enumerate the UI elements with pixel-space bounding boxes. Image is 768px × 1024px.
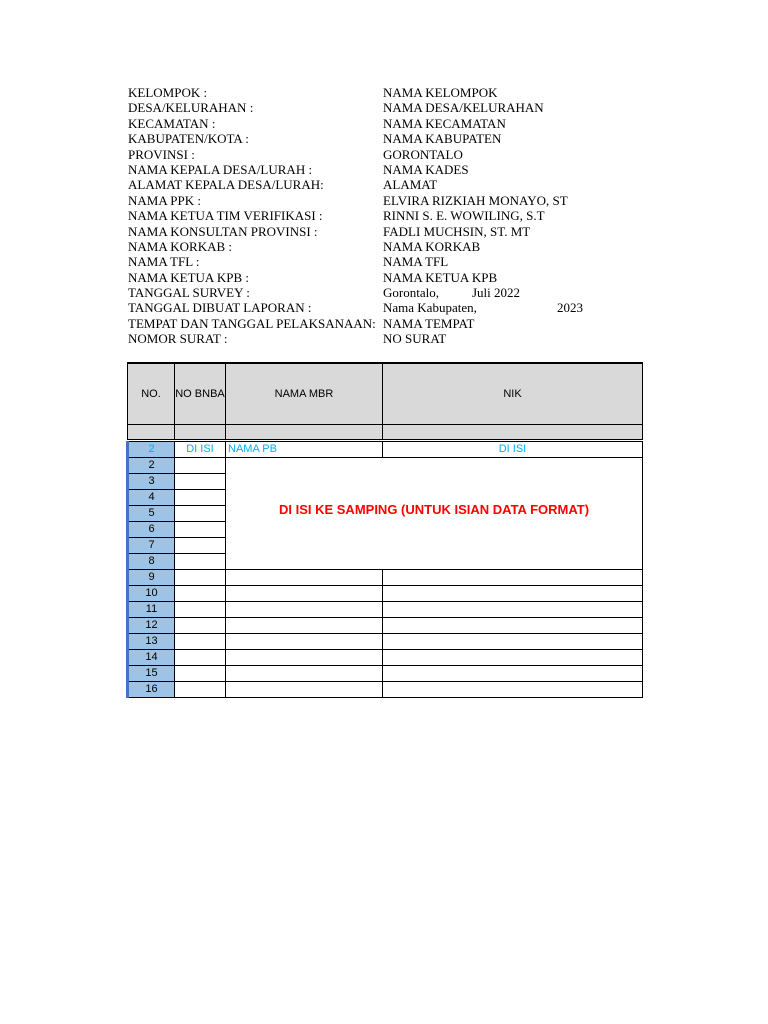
bnba-cell[interactable] xyxy=(175,586,226,602)
info-value-text: Nama Kabupaten, xyxy=(383,300,477,316)
info-value xyxy=(383,254,448,269)
bnba-cell[interactable] xyxy=(175,618,226,634)
fill-instruction-note: DI ISI KE SAMPING (UNTUK ISIAN DATA FORMAT) xyxy=(278,502,590,517)
info-label: KABUPATEN/KOTA : xyxy=(128,131,249,147)
mbr-table xyxy=(126,362,643,698)
info-value xyxy=(383,177,437,192)
info-row xyxy=(128,177,598,192)
info-row xyxy=(128,254,598,269)
info-value-text: NAMA KETUA KPB xyxy=(383,269,498,285)
info-label: NAMA KETUA TIM VERIFIKASI : xyxy=(128,208,323,224)
info-value-text: Gorontalo, xyxy=(383,285,439,301)
nama-cell[interactable] xyxy=(226,602,383,618)
info-label: KECAMATAN : xyxy=(128,115,216,131)
info-label: TANGGAL SURVEY : xyxy=(128,285,250,301)
table-row-first xyxy=(128,442,643,458)
info-value xyxy=(383,300,583,316)
header-no-bnba: NO BNBA xyxy=(175,363,226,425)
bnba-cell[interactable] xyxy=(175,682,226,698)
info-value-text: NO SURAT xyxy=(383,331,447,347)
info-value xyxy=(383,316,474,331)
info-label: PROVINSI : xyxy=(128,146,195,162)
info-value-extra: 2023 xyxy=(557,300,583,316)
bnba-cell[interactable] xyxy=(175,666,226,682)
bnba-cell[interactable] xyxy=(175,634,226,650)
info-value xyxy=(383,270,497,285)
nik-cell[interactable] xyxy=(383,634,643,650)
bnba-cell[interactable] xyxy=(175,570,226,586)
info-value xyxy=(383,285,521,301)
info-value-text: ALAMAT xyxy=(383,177,438,193)
info-value-text: RINNI S. E. WOWILING, S.T xyxy=(383,208,545,224)
info-label: NAMA KORKAB : xyxy=(128,238,233,254)
nama-cell[interactable] xyxy=(226,586,383,602)
header-nik: NIK xyxy=(383,363,643,425)
info-value-text: FADLI MUCHSIN, ST. MT xyxy=(383,223,531,239)
bnba-cell[interactable] xyxy=(175,650,226,666)
nik-cell[interactable] xyxy=(383,650,643,666)
bnba-cell[interactable]: DI ISI xyxy=(175,442,226,458)
row-number: 16 xyxy=(128,682,175,698)
bnba-cell[interactable] xyxy=(175,506,226,522)
info-value-text: NAMA DESA/KELURAHAN xyxy=(383,100,544,116)
info-value xyxy=(383,331,446,346)
info-row xyxy=(128,85,598,100)
info-value xyxy=(383,147,463,162)
info-row xyxy=(128,131,598,146)
info-value xyxy=(383,131,501,146)
header-no: NO. xyxy=(128,363,175,425)
info-value xyxy=(383,116,506,131)
row-number: 14 xyxy=(128,650,175,666)
nama-cell[interactable] xyxy=(226,650,383,666)
bnba-cell[interactable] xyxy=(175,538,226,554)
table-row xyxy=(128,458,643,474)
table-row xyxy=(128,682,643,698)
info-row xyxy=(128,147,598,162)
info-label: NOMOR SURAT : xyxy=(128,331,228,347)
row-number: 2 xyxy=(128,442,175,458)
table-row xyxy=(128,634,643,650)
info-row xyxy=(128,193,598,208)
report-info xyxy=(128,85,598,347)
info-row xyxy=(128,300,598,315)
info-row xyxy=(128,100,598,115)
table-row xyxy=(128,570,643,586)
nama-cell[interactable] xyxy=(226,634,383,650)
header-nama-mbr: NAMA MBR xyxy=(226,363,383,425)
info-value-text: NAMA KORKAB xyxy=(383,238,481,254)
nik-cell[interactable] xyxy=(383,666,643,682)
info-value xyxy=(383,100,544,115)
info-value-text: NAMA KADES xyxy=(383,161,469,177)
bnba-cell[interactable] xyxy=(175,602,226,618)
row-number: 15 xyxy=(128,666,175,682)
info-label: NAMA TFL : xyxy=(128,254,200,270)
info-value xyxy=(383,162,469,177)
nama-cell[interactable] xyxy=(226,570,383,586)
table-row xyxy=(128,586,643,602)
info-label: DESA/KELURAHAN : xyxy=(128,100,254,116)
info-label: NAMA PPK : xyxy=(128,192,201,208)
info-value-text: ELVIRA RIZKIAH MONAYO, ST xyxy=(383,192,568,208)
info-row xyxy=(128,116,598,131)
info-row xyxy=(128,316,598,331)
info-value-text: NAMA KABUPATEN xyxy=(383,131,502,147)
table-row xyxy=(128,650,643,666)
info-row xyxy=(128,239,598,254)
info-row xyxy=(128,270,598,285)
info-value-text: NAMA TEMPAT xyxy=(383,315,475,331)
nik-cell[interactable]: DI ISI xyxy=(383,442,643,458)
row-number: 5 xyxy=(128,506,175,522)
info-value-text: NAMA KECAMATAN xyxy=(383,115,506,131)
row-number: 4 xyxy=(128,490,175,506)
row-number: 11 xyxy=(128,602,175,618)
info-value-text: NAMA TFL xyxy=(383,254,449,270)
row-number: 12 xyxy=(128,618,175,634)
nama-cell[interactable] xyxy=(226,682,383,698)
info-row xyxy=(128,224,598,239)
row-number: 9 xyxy=(128,570,175,586)
info-value xyxy=(383,239,480,254)
info-label: NAMA KETUA KPB : xyxy=(128,269,249,285)
table-row xyxy=(128,618,643,634)
row-number: 6 xyxy=(128,522,175,538)
nama-cell[interactable] xyxy=(226,618,383,634)
info-row xyxy=(128,285,598,300)
nik-cell[interactable] xyxy=(383,618,643,634)
bnba-cell[interactable] xyxy=(175,554,226,570)
info-label: TEMPAT DAN TANGGAL PELAKSANAAN: xyxy=(128,315,376,331)
row-number: 7 xyxy=(128,538,175,554)
row-number: 13 xyxy=(128,634,175,650)
row-number: 8 xyxy=(128,554,175,570)
info-row xyxy=(128,162,598,177)
nik-cell[interactable] xyxy=(383,570,643,586)
info-value xyxy=(383,224,530,239)
row-number: 2 xyxy=(128,458,175,474)
nama-cell[interactable]: NAMA PB xyxy=(226,442,383,458)
info-row xyxy=(128,208,598,223)
bnba-cell[interactable] xyxy=(175,522,226,538)
bnba-cell[interactable] xyxy=(175,474,226,490)
info-row xyxy=(128,331,598,346)
row-number: 10 xyxy=(128,586,175,602)
info-label: ALAMAT KEPALA DESA/LURAH: xyxy=(128,177,324,193)
table-row xyxy=(128,666,643,682)
info-label: TANGGAL DIBUAT LAPORAN : xyxy=(128,300,312,316)
nik-cell[interactable] xyxy=(383,602,643,618)
info-label: NAMA KEPALA DESA/LURAH : xyxy=(128,161,313,177)
header-spacer-row xyxy=(128,425,643,440)
info-value-extra: Juli 2022 xyxy=(472,285,521,301)
bnba-cell[interactable] xyxy=(175,458,226,474)
info-value-text: NAMA KELOMPOK xyxy=(383,85,498,100)
nik-cell[interactable] xyxy=(383,586,643,602)
info-value-text: GORONTALO xyxy=(383,146,463,162)
info-value xyxy=(383,208,545,223)
table-header-row xyxy=(128,363,643,425)
merged-note-cell xyxy=(226,458,643,570)
info-value xyxy=(383,85,497,100)
bnba-cell[interactable] xyxy=(175,490,226,506)
info-label: NAMA KONSULTAN PROVINSI : xyxy=(128,223,318,239)
row-number: 3 xyxy=(128,474,175,490)
nama-cell[interactable] xyxy=(226,666,383,682)
nik-cell[interactable] xyxy=(383,682,643,698)
info-label: KELOMPOK : xyxy=(128,85,208,100)
info-value xyxy=(383,193,568,208)
table-row xyxy=(128,602,643,618)
